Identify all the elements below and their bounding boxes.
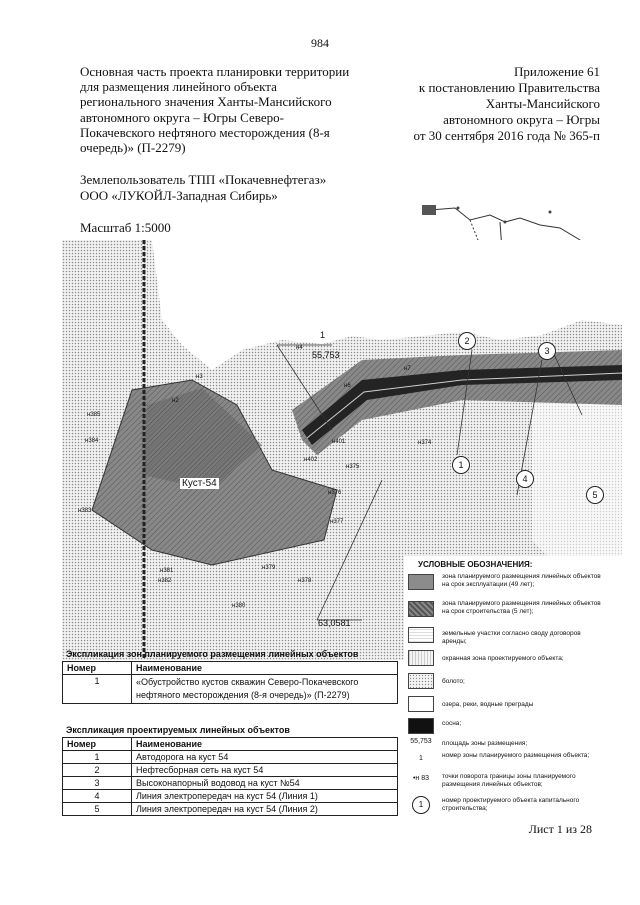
legend-code: 1 <box>419 755 423 762</box>
column-header: Наименование <box>132 662 398 675</box>
legend-code: •н 83 <box>412 775 430 782</box>
object-number-badge: 5 <box>586 486 604 504</box>
table-row <box>63 751 398 764</box>
objects-table <box>62 737 398 816</box>
inset-highlight <box>422 205 436 215</box>
objects-table-caption: Экспликация проектируемых линейных объектов <box>66 725 290 735</box>
map-scale: Масштаб 1:5000 <box>80 220 171 235</box>
title-line: Основная часть проекта планировки территории <box>80 64 350 79</box>
table-cell: Высоконапорный водовод на куст №54 <box>132 777 398 790</box>
title-line: автономного округа – Югры Северо- <box>80 109 284 125</box>
point-label: н402 <box>304 457 318 463</box>
legend-swatch-water <box>408 696 434 712</box>
point-label: н401 <box>332 439 346 445</box>
page-number: 984 <box>311 36 329 50</box>
column-header: Номер <box>63 662 132 675</box>
point-label: н3 <box>196 374 203 380</box>
sheet-number: Лист 1 из 28 <box>528 822 592 836</box>
point-label: н382 <box>158 578 172 584</box>
object-number-badge: 1 <box>452 456 470 474</box>
legend-swatch-swamp <box>408 673 434 689</box>
title-line: регионального значения Ханты-Мансийского <box>80 94 332 110</box>
legend-text: сосна; <box>442 720 462 727</box>
appendix-line: к постановлению Правительства <box>418 80 600 95</box>
point-label: н380 <box>232 603 246 609</box>
table-row <box>63 803 398 816</box>
table-header-row <box>63 662 398 675</box>
legend-text: точки поворота границы зоны планируемого размещения линейных объектов; <box>442 773 576 788</box>
land-user-line: ООО «ЛУКОЙЛ-Западная Сибирь» <box>80 188 278 203</box>
legend-text: зона планируемого размещения линейных объектов на срок строительства (5 лет); <box>442 600 601 615</box>
title-line: для размещения линейного объекта <box>80 79 277 95</box>
legend-text: земельные участки согласно своду договоров аренды; <box>442 630 581 645</box>
legend-text: площадь зоны размещения; <box>442 740 528 747</box>
legend-swatch-protection <box>408 650 434 666</box>
legend-text: охранная зона проектируемого объекта; <box>442 655 564 662</box>
zone-area-label: 63,0581 <box>318 618 351 628</box>
pad-label: Куст-54 <box>182 478 217 489</box>
zone-number-label: 1 <box>320 330 326 340</box>
table-cell: 2 <box>63 764 132 777</box>
legend-swatch-construction <box>408 601 434 617</box>
point-label: н376 <box>328 490 342 496</box>
point-label: н384 <box>85 438 99 444</box>
table-row <box>63 675 398 704</box>
table-cell: 4 <box>63 790 132 803</box>
point-label: н379 <box>262 565 276 571</box>
table-cell: Линия электропередач на куст 54 (Линия 2) <box>132 803 398 816</box>
legend-title: УСЛОВНЫЕ ОБОЗНАЧЕНИЯ: <box>418 560 533 569</box>
legend-code: 55,753 <box>410 738 432 745</box>
table-cell: Нефтесборная сеть на куст 54 <box>132 764 398 777</box>
point-label: н4 <box>296 345 303 351</box>
title-line: Покачевского нефтяного месторождения (8-я <box>80 124 330 140</box>
document-title <box>80 64 380 155</box>
table-row <box>63 764 398 777</box>
table-header-row <box>63 738 398 751</box>
legend-object-badge: 1 <box>412 796 430 814</box>
title-line: очередь)» (П-2279) <box>80 140 186 156</box>
column-header: Наименование <box>132 738 398 751</box>
legend-text: озера, реки, водные преграды <box>442 701 534 708</box>
point-label: н2 <box>172 398 179 404</box>
table-cell: 1 <box>63 675 132 704</box>
zones-table-caption: Экспликация зон планируемого размещения линейных объектов <box>66 649 359 659</box>
legend-text: номер зоны планируемого размещения объекта; <box>442 752 590 759</box>
point-label: н378 <box>298 578 312 584</box>
legend-text: номер проектируемого объекта капитального строительства; <box>442 797 580 812</box>
table-cell: 1 <box>63 751 132 764</box>
table-cell: Автодорога на куст 54 <box>132 751 398 764</box>
appendix-line: от 30 сентября 2016 года № 365-п <box>413 128 600 143</box>
table-cell: 5 <box>63 803 132 816</box>
legend-swatch-operation <box>408 574 434 590</box>
object-number-badge: 2 <box>458 332 476 350</box>
appendix-line: Приложение 61 <box>513 64 600 79</box>
point-label: н7 <box>404 366 411 372</box>
table-cell: «Обустройство кустов скважин Северо-Покачевского нефтяного месторождения (8-я очередь)» (П-2279) <box>132 675 398 704</box>
point-label: н385 <box>87 412 101 418</box>
legend-swatch-lease <box>408 627 434 643</box>
point-label: н374 <box>418 440 432 446</box>
column-header: Номер <box>63 738 132 751</box>
point-label: н377 <box>330 519 344 525</box>
table-row <box>63 790 398 803</box>
appendix-header <box>350 64 600 144</box>
object-number-badge: 3 <box>538 342 556 360</box>
object-number-badge: 4 <box>516 470 534 488</box>
inset-road <box>430 208 540 225</box>
point-label: н6 <box>344 383 351 389</box>
table-cell: 3 <box>63 777 132 790</box>
appendix-line: автономного округа – Югры <box>443 112 600 127</box>
point-label: н375 <box>346 464 360 470</box>
point-label: н381 <box>160 568 174 574</box>
legend-text: зона планируемого размещения линейных объектов на срок эксплуатации (49 лет); <box>442 573 601 588</box>
land-user <box>80 172 400 204</box>
zones-table <box>62 661 398 704</box>
table-row <box>63 777 398 790</box>
land-user-line: Землепользователь ТПП «Покачевнефтегаз» <box>80 172 327 187</box>
table-cell: Линия электропередач на куст 54 (Линия 1) <box>132 790 398 803</box>
legend-text: болото; <box>442 678 465 685</box>
appendix-line: Ханты-Мансийского <box>485 96 600 111</box>
legend-swatch-pine <box>408 718 434 734</box>
point-label: н383 <box>78 508 92 514</box>
zone-area-label: 55,753 <box>312 350 340 360</box>
